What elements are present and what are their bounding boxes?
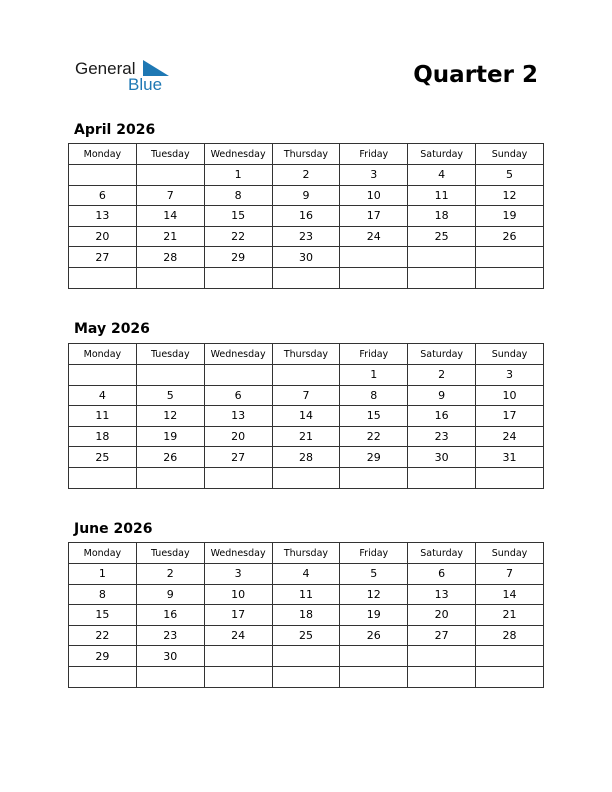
day-cell: 5 — [476, 165, 544, 186]
day-cell: 17 — [340, 206, 408, 227]
day-cell: 1 — [69, 564, 137, 585]
week-row — [69, 385, 544, 406]
day-cell: 23 — [408, 426, 476, 447]
day-cell: 2 — [408, 365, 476, 386]
day-cell: 21 — [272, 426, 340, 447]
day-cell: 17 — [476, 406, 544, 427]
day-cell — [476, 666, 544, 687]
day-cell: 22 — [204, 226, 272, 247]
day-cell: 28 — [136, 247, 204, 268]
day-cell: 15 — [69, 605, 137, 626]
day-cell: 15 — [204, 206, 272, 227]
logo-general-text: General — [75, 59, 136, 78]
day-cell: 23 — [272, 226, 340, 247]
day-cell: 2 — [272, 165, 340, 186]
weekday-header: Friday — [340, 344, 408, 365]
day-cell: 19 — [136, 426, 204, 447]
day-cell: 25 — [69, 447, 137, 468]
day-cell: 4 — [272, 564, 340, 585]
day-cell — [476, 467, 544, 488]
weekday-header: Friday — [340, 144, 408, 165]
day-cell: 30 — [136, 646, 204, 667]
day-cell: 13 — [408, 584, 476, 605]
day-cell: 28 — [272, 447, 340, 468]
day-cell: 8 — [69, 584, 137, 605]
weekday-header-row — [69, 144, 544, 165]
day-cell — [476, 267, 544, 288]
day-cell — [408, 247, 476, 268]
day-cell: 29 — [69, 646, 137, 667]
week-row — [69, 447, 544, 468]
day-cell: 23 — [136, 625, 204, 646]
week-row — [69, 206, 544, 227]
day-cell: 4 — [69, 385, 137, 406]
day-cell: 27 — [69, 247, 137, 268]
day-cell: 12 — [136, 406, 204, 427]
day-cell — [69, 365, 137, 386]
day-cell: 6 — [69, 185, 137, 206]
day-cell: 25 — [272, 625, 340, 646]
day-cell: 14 — [476, 584, 544, 605]
day-cell — [136, 467, 204, 488]
month-calendar-table — [68, 542, 544, 688]
day-cell: 28 — [476, 625, 544, 646]
day-cell: 29 — [340, 447, 408, 468]
day-cell: 11 — [272, 584, 340, 605]
day-cell: 8 — [204, 185, 272, 206]
day-cell — [204, 365, 272, 386]
weekday-header: Monday — [69, 344, 137, 365]
week-row — [69, 584, 544, 605]
weekday-header: Thursday — [272, 344, 340, 365]
day-cell: 18 — [272, 605, 340, 626]
day-cell — [136, 165, 204, 186]
day-cell: 4 — [408, 165, 476, 186]
day-cell: 26 — [136, 447, 204, 468]
weekday-header: Wednesday — [204, 543, 272, 564]
day-cell: 5 — [340, 564, 408, 585]
week-row — [69, 185, 544, 206]
day-cell: 9 — [272, 185, 340, 206]
day-cell: 22 — [69, 625, 137, 646]
day-cell: 25 — [408, 226, 476, 247]
day-cell — [340, 666, 408, 687]
day-cell: 2 — [136, 564, 204, 585]
day-cell: 21 — [476, 605, 544, 626]
day-cell: 10 — [204, 584, 272, 605]
day-cell: 24 — [340, 226, 408, 247]
day-cell — [408, 666, 476, 687]
month-title: June 2026 — [74, 521, 153, 537]
week-row — [69, 365, 544, 386]
week-row — [69, 646, 544, 667]
weekday-header: Thursday — [272, 543, 340, 564]
day-cell — [136, 365, 204, 386]
weekday-header: Sunday — [476, 144, 544, 165]
day-cell: 1 — [340, 365, 408, 386]
day-cell — [408, 267, 476, 288]
day-cell: 16 — [408, 406, 476, 427]
day-cell — [136, 267, 204, 288]
day-cell — [69, 467, 137, 488]
day-cell — [204, 267, 272, 288]
day-cell: 6 — [204, 385, 272, 406]
day-cell — [408, 646, 476, 667]
day-cell: 26 — [476, 226, 544, 247]
day-cell: 20 — [204, 426, 272, 447]
day-cell — [272, 365, 340, 386]
weekday-header-row — [69, 543, 544, 564]
day-cell: 24 — [476, 426, 544, 447]
week-row — [69, 247, 544, 268]
day-cell: 27 — [204, 447, 272, 468]
day-cell: 10 — [476, 385, 544, 406]
day-cell — [476, 247, 544, 268]
day-cell: 7 — [476, 564, 544, 585]
weekday-header: Wednesday — [204, 144, 272, 165]
week-row — [69, 564, 544, 585]
day-cell: 30 — [272, 247, 340, 268]
day-cell: 19 — [476, 206, 544, 227]
weekday-header: Monday — [69, 144, 137, 165]
page-title: Quarter 2 — [413, 62, 538, 88]
day-cell: 22 — [340, 426, 408, 447]
weekday-header: Tuesday — [136, 344, 204, 365]
day-cell: 29 — [204, 247, 272, 268]
day-cell: 21 — [136, 226, 204, 247]
day-cell — [272, 646, 340, 667]
weekday-header: Sunday — [476, 543, 544, 564]
day-cell: 1 — [204, 165, 272, 186]
day-cell: 7 — [272, 385, 340, 406]
day-cell: 31 — [476, 447, 544, 468]
week-row — [69, 625, 544, 646]
month-title: April 2026 — [74, 122, 156, 138]
week-row — [69, 406, 544, 427]
day-cell — [340, 247, 408, 268]
day-cell: 3 — [476, 365, 544, 386]
day-cell — [476, 646, 544, 667]
day-cell: 26 — [340, 625, 408, 646]
day-cell — [136, 666, 204, 687]
weekday-header: Tuesday — [136, 144, 204, 165]
day-cell: 17 — [204, 605, 272, 626]
week-row — [69, 666, 544, 687]
week-row — [69, 426, 544, 447]
day-cell: 11 — [69, 406, 137, 427]
day-cell: 14 — [272, 406, 340, 427]
month-title: May 2026 — [74, 321, 150, 337]
day-cell: 13 — [204, 406, 272, 427]
day-cell — [69, 267, 137, 288]
weekday-header: Thursday — [272, 144, 340, 165]
weekday-header: Sunday — [476, 344, 544, 365]
day-cell: 12 — [476, 185, 544, 206]
weekday-header: Saturday — [408, 543, 476, 564]
weekday-header: Monday — [69, 543, 137, 564]
day-cell — [408, 467, 476, 488]
week-row — [69, 165, 544, 186]
day-cell: 6 — [408, 564, 476, 585]
day-cell: 18 — [69, 426, 137, 447]
weekday-header: Friday — [340, 543, 408, 564]
day-cell: 16 — [136, 605, 204, 626]
day-cell — [340, 467, 408, 488]
logo-blue-text: Blue — [128, 75, 163, 94]
month-calendar-table — [68, 343, 544, 489]
day-cell: 12 — [340, 584, 408, 605]
day-cell: 14 — [136, 206, 204, 227]
day-cell — [204, 467, 272, 488]
logo-triangle-icon — [143, 60, 169, 76]
day-cell — [272, 666, 340, 687]
day-cell — [272, 267, 340, 288]
day-cell: 27 — [408, 625, 476, 646]
day-cell: 10 — [340, 185, 408, 206]
day-cell: 20 — [69, 226, 137, 247]
day-cell: 30 — [408, 447, 476, 468]
week-row — [69, 226, 544, 247]
month-calendar-table — [68, 143, 544, 289]
week-row — [69, 467, 544, 488]
day-cell: 15 — [340, 406, 408, 427]
week-row — [69, 267, 544, 288]
day-cell — [272, 467, 340, 488]
day-cell — [69, 165, 137, 186]
day-cell — [69, 666, 137, 687]
day-cell — [204, 646, 272, 667]
day-cell: 19 — [340, 605, 408, 626]
day-cell: 5 — [136, 385, 204, 406]
day-cell: 9 — [408, 385, 476, 406]
day-cell: 3 — [340, 165, 408, 186]
weekday-header: Tuesday — [136, 543, 204, 564]
day-cell: 11 — [408, 185, 476, 206]
day-cell — [340, 646, 408, 667]
day-cell: 16 — [272, 206, 340, 227]
generalblue-logo — [75, 57, 175, 93]
weekday-header: Saturday — [408, 344, 476, 365]
day-cell: 7 — [136, 185, 204, 206]
weekday-header-row — [69, 344, 544, 365]
day-cell: 9 — [136, 584, 204, 605]
day-cell — [340, 267, 408, 288]
day-cell: 24 — [204, 625, 272, 646]
day-cell: 8 — [340, 385, 408, 406]
weekday-header: Wednesday — [204, 344, 272, 365]
day-cell: 18 — [408, 206, 476, 227]
day-cell — [204, 666, 272, 687]
day-cell: 13 — [69, 206, 137, 227]
week-row — [69, 605, 544, 626]
weekday-header: Saturday — [408, 144, 476, 165]
day-cell: 20 — [408, 605, 476, 626]
day-cell: 3 — [204, 564, 272, 585]
